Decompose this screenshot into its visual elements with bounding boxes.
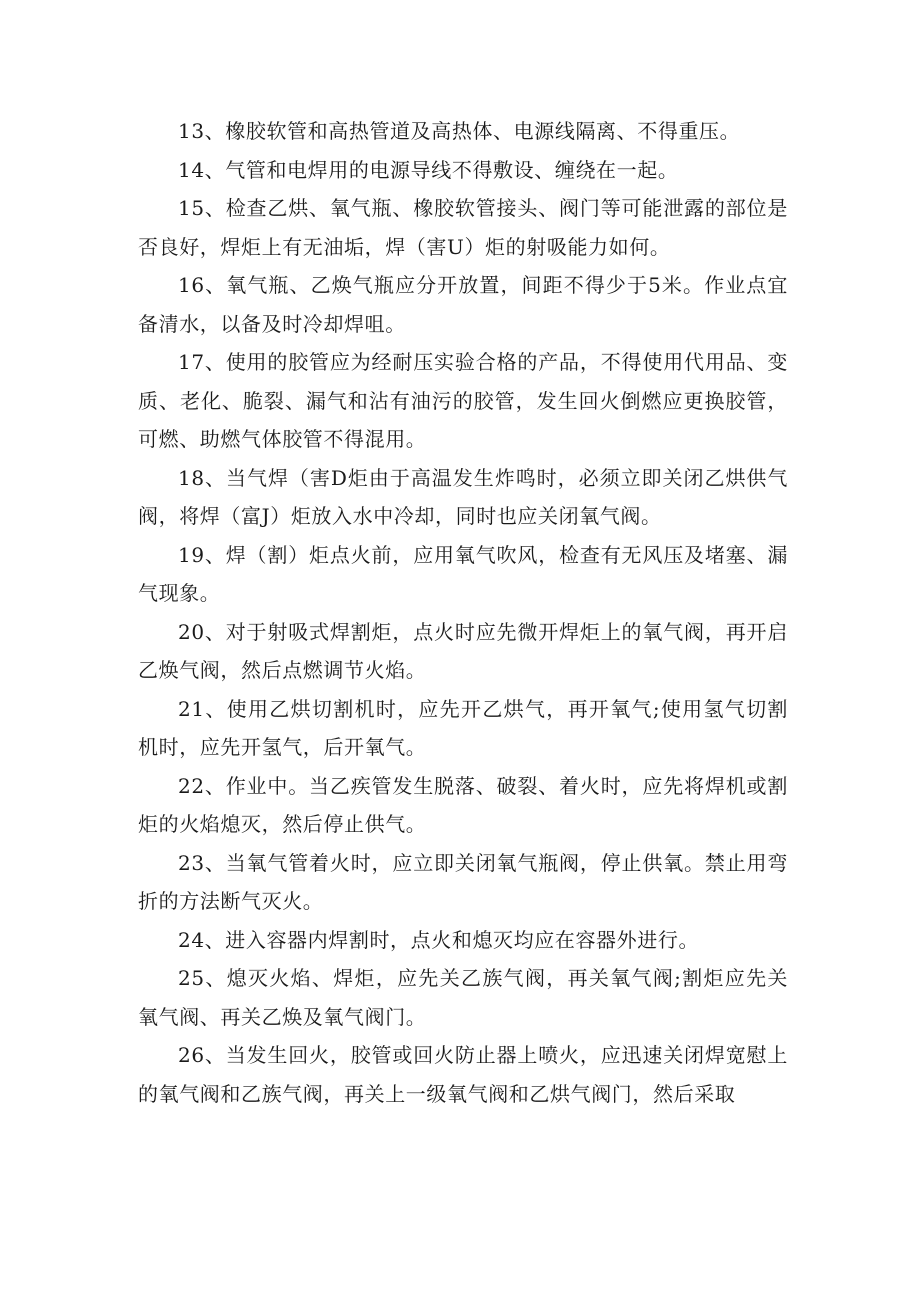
safety-rule-24: 24、进入容器内焊割时，点火和熄灭均应在容器外进行。 bbox=[178, 927, 700, 952]
safety-rule-25: 25、熄灭火焰、焊炬，应先关乙族气阀，再关氧气阀;割炬应先关氧气阀、再关乙焕及氧气阀门。 bbox=[138, 966, 788, 1029]
safety-rule-23: 23、当氧气管着火时，应立即关闭氧气瓶阀，停止供氧。禁止用弯折的方法断气灭火。 bbox=[138, 850, 788, 913]
safety-rule-15: 15、检查乙烘、氧气瓶、橡胶软管接头、阀门等可能泄露的部位是否良好，焊炬上有无油垢，焊（害U）炬的射吸能力如何。 bbox=[138, 196, 788, 259]
safety-rule-18: 18、当气焊（害D炬由于高温发生炸鸣时，必须立即关闭乙烘供气阀，将焊（富J）炬放入水中冷却，同时也应关闭氧气阀。 bbox=[138, 465, 788, 528]
safety-rule-21: 21、使用乙烘切割机时，应先开乙烘气，再开氧气;使用氢气切割机时，应先开氢气，后开氧气。 bbox=[138, 696, 788, 759]
safety-rule-13: 13、橡胶软管和高热管道及高热体、电源线隔离、不得重压。 bbox=[178, 119, 741, 143]
safety-rule-20: 20、对于射吸式焊割炬，点火时应先微开焊炬上的氧气阀，再开启乙焕气阀，然后点燃调节火焰。 bbox=[138, 619, 788, 682]
safety-rule-14: 14、气管和电焊用的电源导线不得敷设、缠绕在一起。 bbox=[178, 157, 679, 182]
document-body bbox=[138, 112, 788, 1113]
safety-rule-26: 26、当发生回火，胶管或回火防止器上喷火，应迅速关闭焊宽慰上的氧气阀和乙族气阀，再关上一级氧气阀和乙烘气阀门，然后采取 bbox=[138, 1043, 788, 1106]
safety-rule-19: 19、焊（割）炬点火前，应用氧气吹风，检查有无风压及堵塞、漏气现象。 bbox=[138, 542, 788, 605]
safety-rule-17: 17、使用的胶管应为经耐压实验合格的产品，不得使用代用品、变质、老化、脆裂、漏气和沾有油污的胶管，发生回火倒燃应更换胶管，可燃、助燃气体胶管不得混用。 bbox=[138, 350, 788, 451]
safety-rule-22: 22、作业中。当乙疾管发生脱落、破裂、着火时，应先将焊机或割炬的火焰熄灭，然后停止供气。 bbox=[138, 773, 788, 836]
safety-rule-16: 16、氧气瓶、乙焕气瓶应分开放置，间距不得少于5米。作业点宜备清水，以备及时冷却焊咀。 bbox=[138, 273, 788, 336]
